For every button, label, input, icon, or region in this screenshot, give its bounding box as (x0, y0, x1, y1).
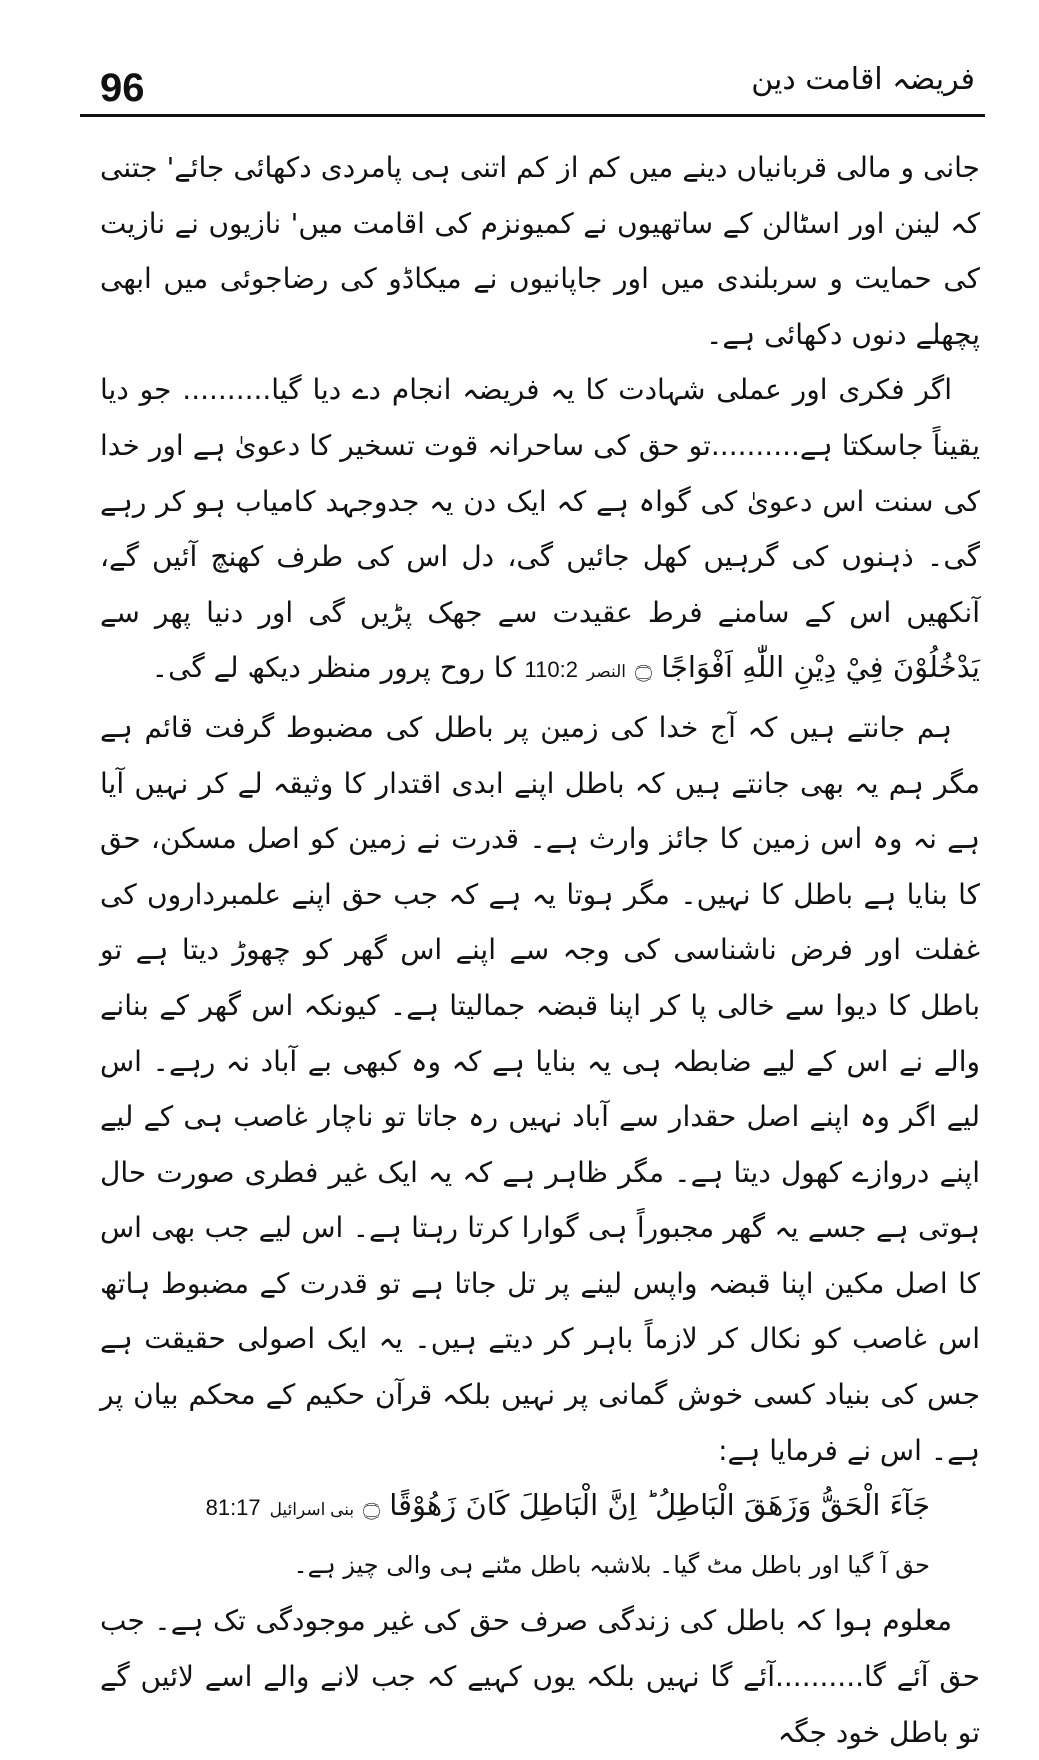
paragraph-1: جانی و مالی قربانیاں دینے میں کم از کم اتنی ہی پامردی دکھائی جائے' جتنی کہ لینن اور اسٹالن کے ساتھیوں نے کمیونزم کی اقامت میں' نازیوں نے نازیت کی حمایت و سربلندی میں اور جاپانیوں نے میکاڈو کی رضاجوئی میں ابھی پچھلے دنوں دکھائی ہے۔ (100, 151, 980, 351)
quranic-verse-2: جَآءَ الْحَقُّ وَزَهَقَ الْبَاطِلُ ؕ اِنَّ الْبَاطِلَ كَانَ زَهُوْقًا ۝ (363, 1488, 930, 1523)
paragraph-2 (100, 362, 980, 700)
verse-2-surah: بنی اسرائیل (269, 1500, 355, 1520)
paragraph-2-continuation: کا روح پرور منظر دیکھ لے گی۔ (151, 651, 516, 685)
paragraph-2-text: اگر فکری اور عملی شہادت کا یہ فریضہ انجام دے دیا گیا.......... جو دیا یقیناً جاسکتا ہے..........تو حق کی ساحرانہ قوت تسخیر کا دعویٰ ہے اور خدا کی سنت اس دعویٰ کی گواہ ہے کہ ایک دن یہ جدوجہد کامیاب ہو کر رہے گی۔ ذہنوں کی گرہیں کھل جائیں گی، دل اس کی طرف کھنچ آئیں گے، آنکھیں اس کے سامنے فرط عقیدت سے جھک پڑیں گی اور دنیا پھر سے (100, 373, 980, 629)
paragraph-3: ہم جانتے ہیں کہ آج خدا کی زمین پر باطل کی مضبوط گرفت قائم ہے مگر ہم یہ بھی جانتے ہیں کہ باطل اپنے ابدی اقتدار کا وثیقہ لے کر نہیں آیا ہے نہ وہ اس زمین کا جائز وارث ہے۔ قدرت نے زمین کو اصل مسکن، حق کا بنایا ہے باطل کا نہیں۔ مگر ہوتا یہ ہے کہ جب حق اپنے علمبرداروں کی غفلت اور فرض ناشناسی کی وجہ سے اپنے اس گھر کو چھوڑ دیتا ہے تو باطل کا دیوا سے خالی پا کر اپنا قبضہ جمالیتا ہے۔ کیونکہ اس گھر کے بنانے والے نے اس کے لیے ضابطہ ہی یہ بنایا ہے کہ وہ کبھی بے آباد نہ رہے۔ اس لیے اگر وہ اپنے اصل حقدار سے آباد نہیں رہ جاتا تو ناچار غاصب ہی کے لیے اپنے دروازے کھول دیتا ہے۔ مگر ظاہر ہے کہ یہ ایک غیر فطری صورت حال ہوتی ہے جسے یہ گھر مجبوراً ہی گوارا کرتا رہتا ہے۔ اس لیے جب بھی اس کا اصل مکین اپنا قبضہ واپس لینے پر تل جاتا ہے تو قدرت کے مضبوط ہاتھ اس غاصب کو نکال کر لازماً باہر کر دیتے ہیں۔ یہ ایک اصولی حقیقت ہے جس کی بنیاد کسی خوش گمانی پر نہیں بلکہ قرآن حکیم کے محکم بیان پر ہے۔ اس نے فرمایا ہے: (100, 710, 980, 1467)
running-title: فریضہ اقامت دین (751, 62, 975, 97)
verse-1-surah: النصر (586, 662, 627, 682)
header-divider (80, 114, 985, 117)
page-number: 96 (100, 66, 145, 110)
verse-2-reference: 81:17 (205, 1495, 261, 1521)
page-header (80, 58, 985, 118)
body-text (100, 140, 980, 1760)
quranic-verse-1: يَدْخُلُوْنَ فِيْ دِيْنِ اللّٰهِ اَفْوَاجًا ۝ (634, 650, 980, 685)
verse-2-line (100, 1478, 980, 1538)
paragraph-4: معلوم ہوا کہ باطل کی زندگی صرف حق کی غیر موجودگی تک ہے۔ جب حق آئے گا..........آئے گا نہیں بلکہ یوں کہیے کہ جب لانے والے اسے لائیں گے تو باطل خود جگہ (100, 1604, 981, 1749)
verse-2-translation: حق آ گیا اور باطل مٹ گیا۔ بلاشبہ باطل مٹنے ہی والی چیز ہے۔ (293, 1550, 930, 1579)
verse-1-reference: 110:2 (524, 657, 578, 683)
